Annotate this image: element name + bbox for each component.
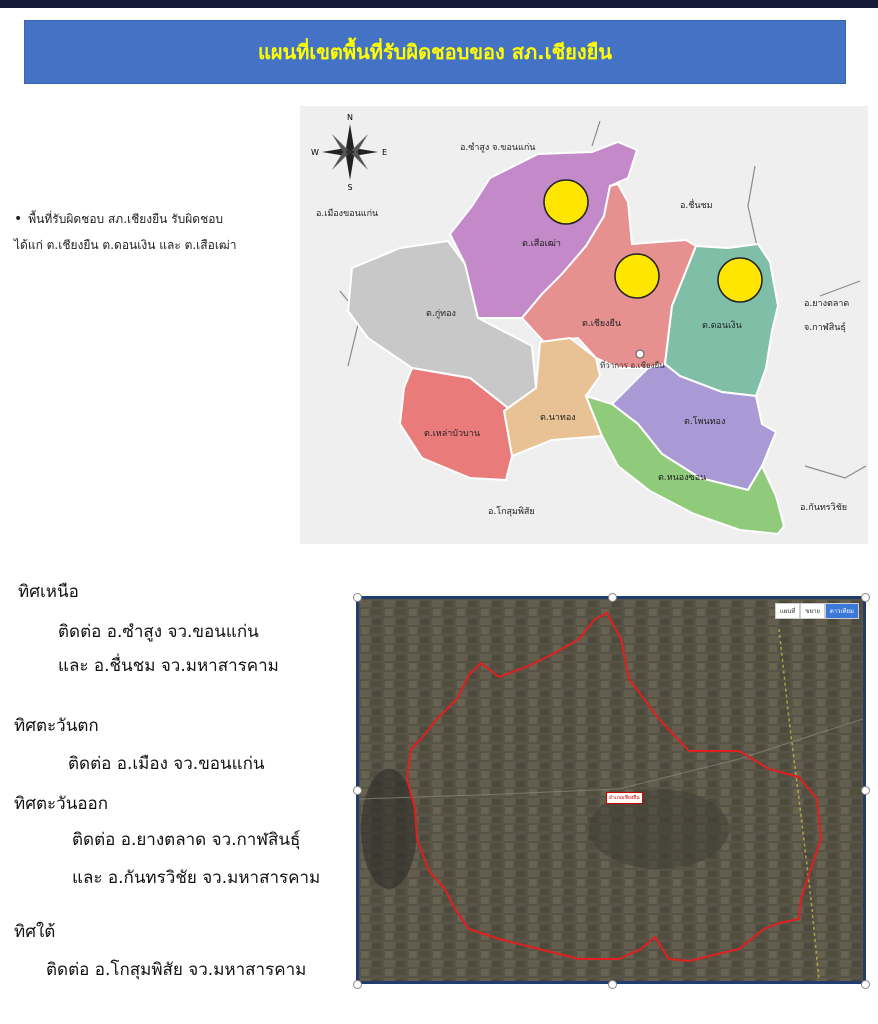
label-lao-bua-ban: ต.เหล่าบัวบาน [424, 429, 480, 439]
note-text-1: พื้นที่รับผิดชอบ สภ.เชียงยืน รับผิดชอบ [28, 212, 224, 226]
label-chiang-yuen: ต.เชียงยืน [582, 319, 621, 329]
neighbor-west: อ.เมืองขอนแก่น [316, 209, 379, 219]
responsibility-marker-chiang-yuen [615, 254, 659, 298]
label-ku-thong: ต.กู่ทอง [426, 309, 456, 319]
responsibility-marker-suea-thao [544, 180, 588, 224]
compass-n: N [347, 113, 353, 122]
west-heading: ทิศตะวันตก [14, 716, 99, 736]
neighbor-north: อ.ซำสูง จ.ขอนแก่น [460, 143, 536, 153]
north-line-2: และ อ.ชื่นชม จว.มหาสารคาม [58, 656, 279, 676]
resize-handle-bc[interactable] [608, 980, 617, 989]
compass-e: E [382, 148, 388, 157]
district-map-svg [300, 106, 868, 544]
compass-s: S [347, 183, 353, 192]
toggle-satellite[interactable]: ดาวเทียม [825, 603, 859, 619]
responsibility-marker-don-ngoen [718, 258, 762, 302]
north-line-1: ติดต่อ อ.ซำสูง จว.ขอนแก่น [58, 622, 259, 642]
page-title: แผนที่เขตพื้นที่รับผิดชอบของ สภ.เชียงยืน [257, 40, 613, 64]
resize-handle-bl[interactable] [353, 980, 362, 989]
neighbor-southeast: อ.กันทรวิชัย [800, 503, 848, 513]
toggle-map[interactable]: แผนที่ [775, 603, 800, 619]
label-nong-song: ต.โพนทอง [684, 417, 726, 427]
resize-handle-mr[interactable] [861, 786, 870, 795]
boundary-directions [0, 0, 356, 1024]
office-label: ที่ว่าการ อ.เชียงยืน [600, 361, 665, 370]
south-line-1: ติดต่อ อ.โกสุมพิสัย จว.มหาสารคาม [46, 960, 307, 980]
satellite-map[interactable] [356, 596, 866, 984]
west-line-1: ติดต่อ อ.เมือง จว.ขอนแก่น [68, 754, 265, 774]
note-line-2: ได้แก่ ต.เชียงยืน ต.ดอนเงิน และ ต.เสือเฒ่า [14, 238, 237, 252]
satellite-map-svg [359, 599, 863, 981]
north-heading: ทิศเหนือ [18, 582, 79, 602]
district-map [300, 106, 868, 544]
neighbor-northeast: อ.ชื่นชม [680, 201, 713, 211]
resize-handle-tc[interactable] [608, 593, 617, 602]
neighbor-east-1: อ.ยางตลาด [804, 299, 850, 309]
label-nong-chuen: ต.หนองซอน [658, 473, 707, 483]
resize-handle-ml[interactable] [353, 786, 362, 795]
compass-w: W [311, 148, 319, 157]
east-line-2: และ อ.กันทรวิชัย จว.มหาสารคาม [72, 868, 321, 888]
office-marker-icon [636, 350, 644, 358]
toggle-expand[interactable]: ขยาย [800, 603, 825, 619]
label-don-ngoen: ต.ดอนเงิน [702, 321, 742, 331]
east-heading: ทิศตะวันออก [14, 794, 109, 814]
satellite-center-label: อำเภอเชียงยืน [606, 792, 643, 804]
resize-handle-br[interactable] [861, 980, 870, 989]
bullet-icon: • [14, 211, 23, 227]
neighbor-south: อ.โกสุมพิสัย [488, 507, 535, 517]
east-line-1: ติดต่อ อ.ยางตลาด จว.กาฬสินธุ์ [72, 830, 301, 850]
label-suea-thao: ต.เสือเฒ่า [522, 239, 561, 249]
resize-handle-tl[interactable] [353, 593, 362, 602]
map-type-toggle [775, 603, 859, 619]
neighbor-east-2: จ.กาฬสินธุ์ [804, 323, 846, 333]
south-heading: ทิศใต้ [14, 922, 56, 942]
resize-handle-tr[interactable] [861, 593, 870, 602]
label-na-thong: ต.นาทอง [540, 413, 576, 423]
